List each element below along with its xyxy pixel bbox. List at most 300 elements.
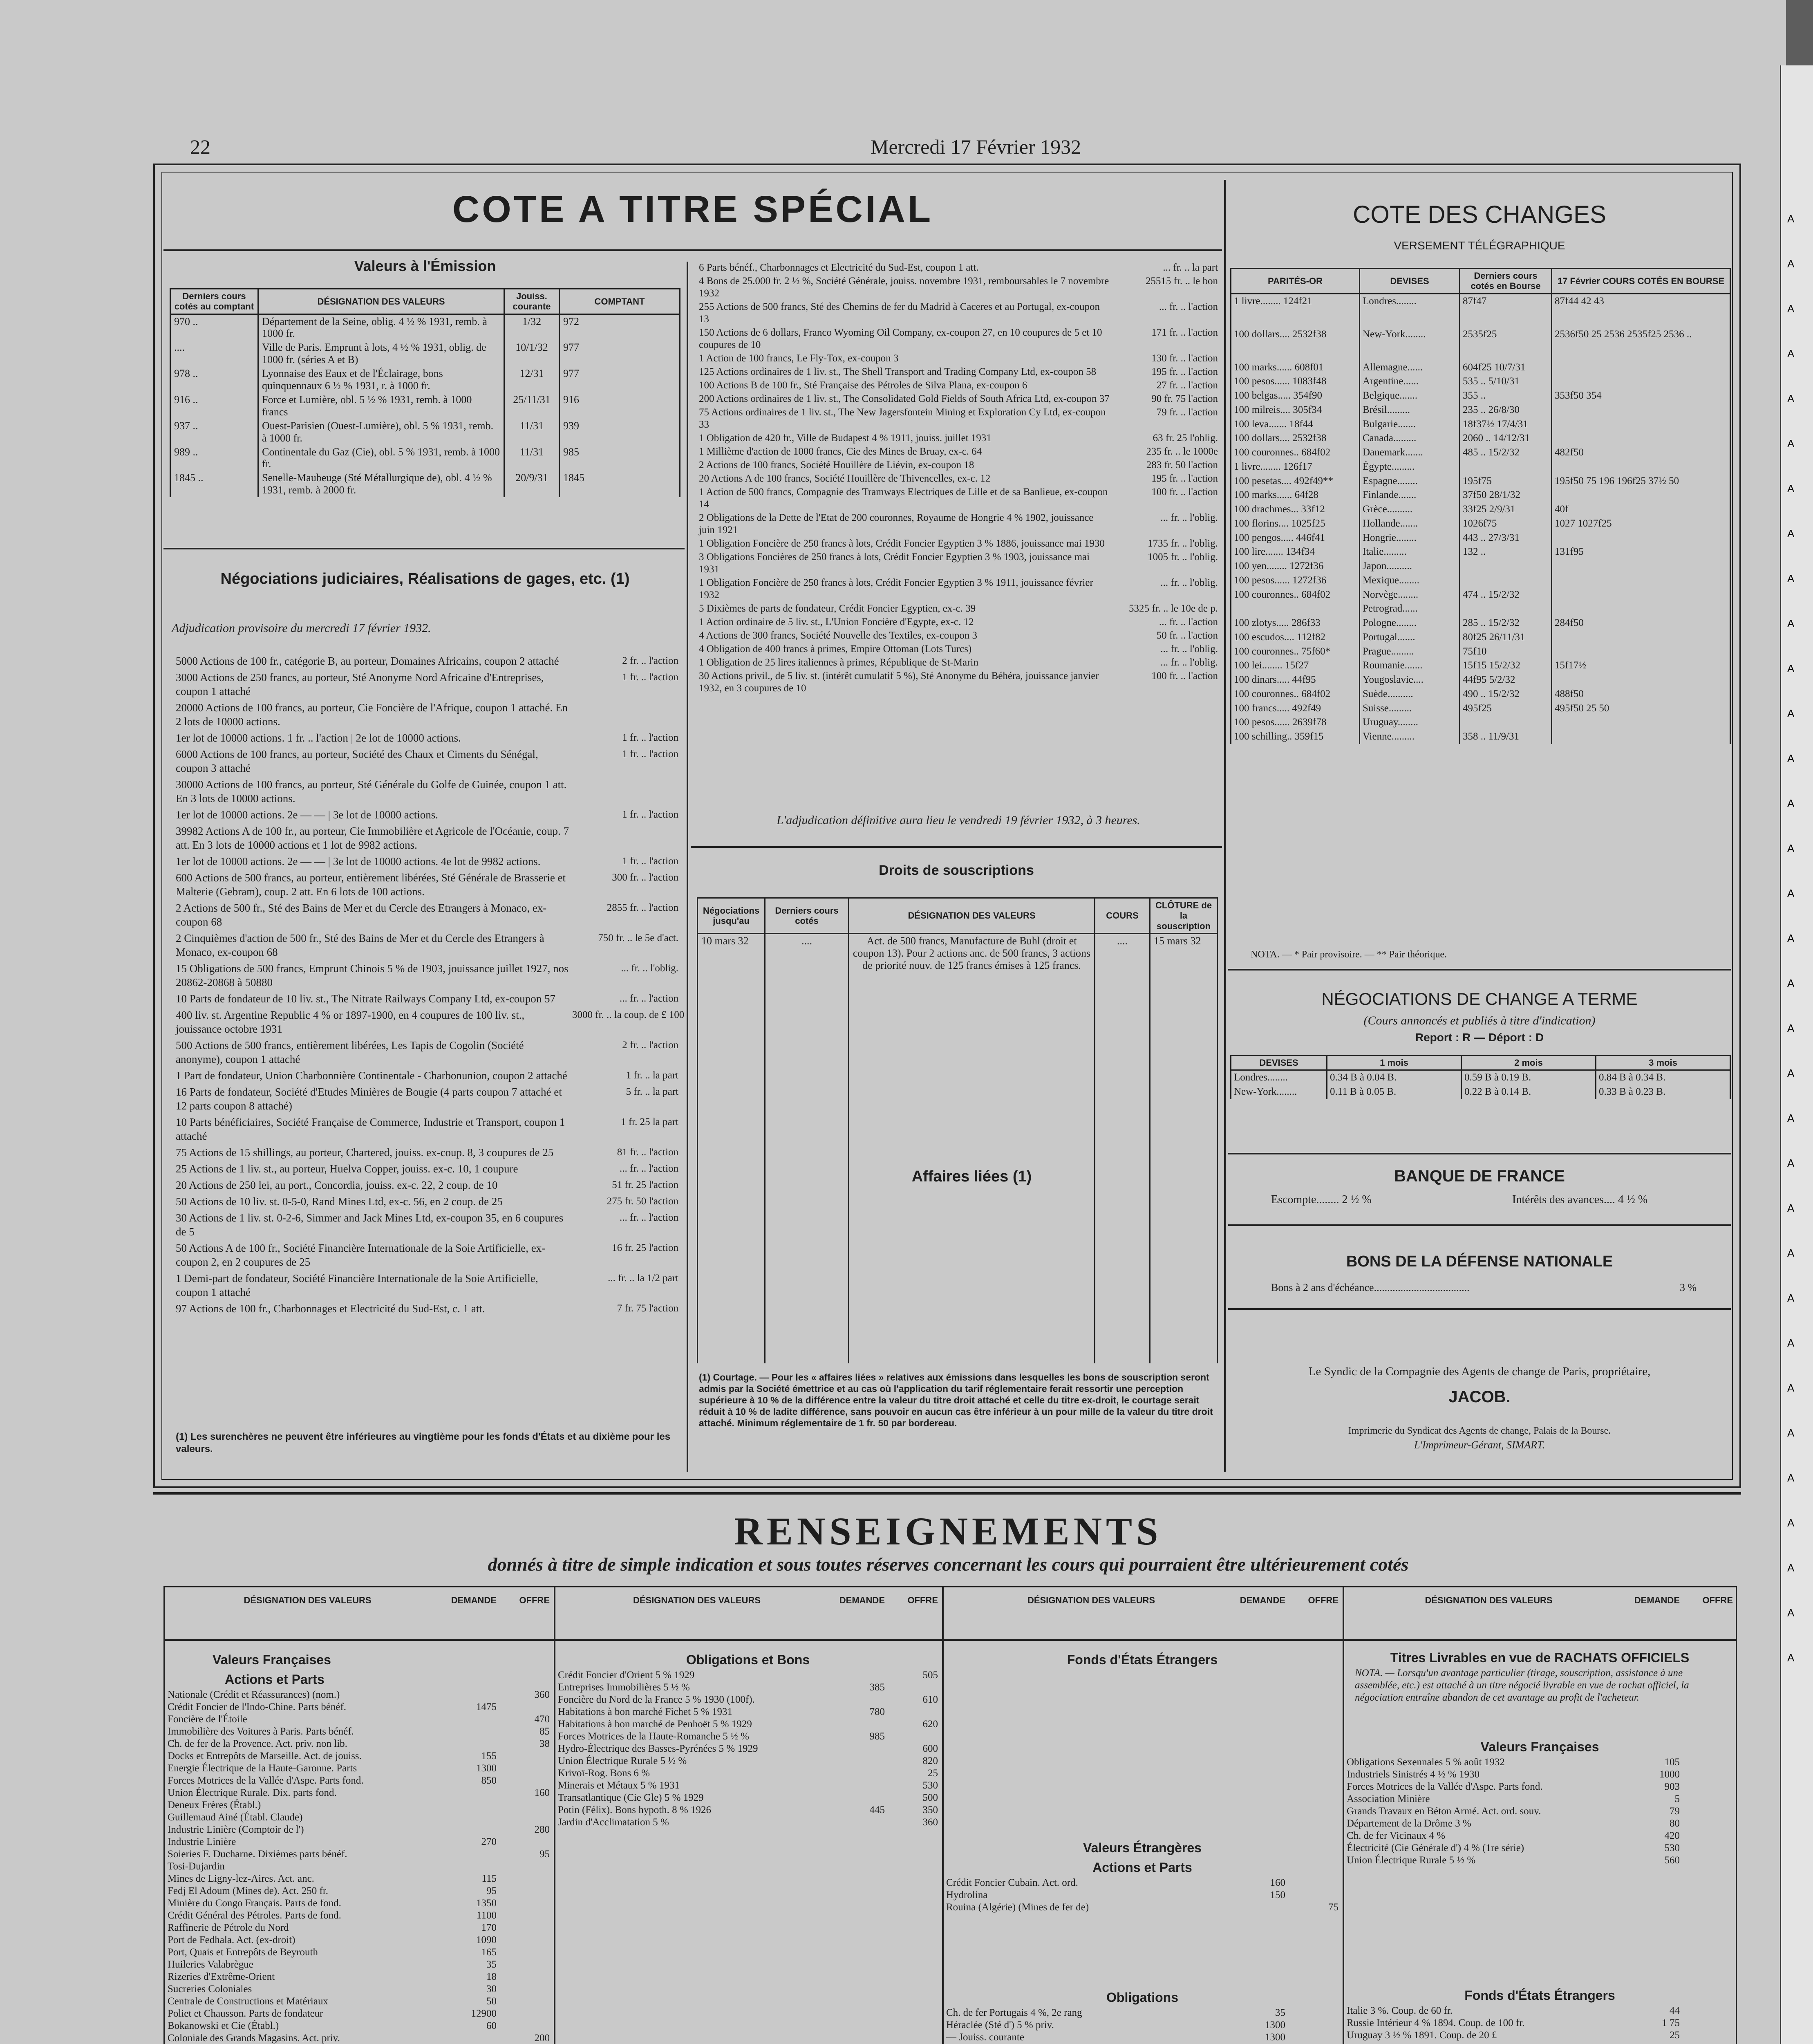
table-row xyxy=(1231,403,1730,417)
cell-demande xyxy=(448,1824,497,1836)
cell-demande: 1475 xyxy=(476,1701,497,1712)
cell: Hongrie........ xyxy=(1360,531,1460,545)
cell: 100 couronnes.. 684f02 xyxy=(1231,446,1360,460)
item-price: 2855 fr. .. l'action xyxy=(607,902,678,913)
adjacent-page-letters xyxy=(1787,196,1808,1750)
cell: Italie......... xyxy=(1360,545,1460,559)
item-price: ... fr. .. l'action xyxy=(619,1212,678,1223)
list-item xyxy=(176,1162,678,1176)
cell-name: Poliet et Chausson. Parts de fondateur xyxy=(168,2008,323,2019)
cell-offre xyxy=(497,1995,550,2008)
list-item xyxy=(176,1178,678,1192)
droits-title: Droits de souscriptions xyxy=(879,863,1034,878)
cell-offre xyxy=(1285,1877,1338,1889)
table-row xyxy=(946,2007,1338,2019)
table-row xyxy=(170,341,680,367)
cell: Prague......... xyxy=(1360,645,1460,659)
cell-name: Industrie Linière (Comptoir de l') xyxy=(168,1824,304,1835)
cell-offre xyxy=(1680,1793,1733,1805)
cell-demande xyxy=(836,1767,885,1780)
escompte: Escompte........ 2 ½ % xyxy=(1271,1193,1372,1206)
cell: Égypte......... xyxy=(1360,460,1460,474)
cell: 1 livre........ 126f17 xyxy=(1231,460,1360,474)
edge-letter: A xyxy=(1787,887,1795,899)
cell-demande: 50 xyxy=(486,1996,497,2007)
cell-demande: 560 xyxy=(1664,1855,1680,1866)
edge-letter: A xyxy=(1787,1112,1795,1124)
table-row xyxy=(170,367,680,393)
cell-name: Rouina (Algérie) (Mines de fer de) xyxy=(946,1902,1089,1913)
rule xyxy=(691,846,1222,848)
table-row xyxy=(168,1922,550,1934)
cell-name: Foncière du Nord de la France 5 % 1930 (100f). xyxy=(558,1694,755,1705)
cell-name: Forces Motrices de la Vallée d'Aspe. Parts fond. xyxy=(168,1775,364,1786)
terme-rd: Report : R — Déport : D xyxy=(1415,1031,1544,1044)
item-price: ... fr. .. la part xyxy=(1163,262,1218,273)
item-price: 5 fr. .. la part xyxy=(626,1086,678,1097)
item-text: 5 Dixièmes de parts de fondateur, Crédit Foncier Egyptien, ex-c. 39 xyxy=(699,603,976,614)
table-row xyxy=(1347,2017,1733,2029)
item-price: 1 fr. .. l'action xyxy=(622,749,678,760)
cell: 1845 .. xyxy=(170,471,258,497)
middle-list xyxy=(699,262,1218,696)
cell-offre xyxy=(497,2008,550,2020)
cell-demande xyxy=(448,2032,497,2044)
cell xyxy=(1460,715,1552,730)
cell-name: Industrie Linière xyxy=(168,1836,236,1847)
list-item xyxy=(699,512,1218,536)
cell-name: Électricité (Cie Générale d') 4 % (1re série) xyxy=(1347,1842,1524,1853)
cell-name: Crédit Général des Pétroles. Parts de fond. xyxy=(168,1910,341,1921)
cell-demande: 530 xyxy=(1664,1842,1680,1853)
edge-letter: A xyxy=(1787,437,1795,450)
cell xyxy=(1552,588,1730,602)
table-row xyxy=(168,1713,550,1726)
cell-name: Crédit Foncier Cubain. Act. ord. xyxy=(946,1877,1078,1888)
cell-offre xyxy=(497,2020,550,2032)
table-row xyxy=(1231,702,1730,716)
cell: Continentale du Gaz (Cie), obl. 5 % 1931, remb. à 1000 fr. xyxy=(258,445,504,471)
cell-demande: 30 xyxy=(486,1983,497,1995)
cell-name: Raffinerie de Pétrole du Nord xyxy=(168,1922,289,1933)
table-row xyxy=(946,1901,1338,1914)
cell: 20/9/31 xyxy=(504,471,560,497)
item-text: 1 Action ordinaire de 5 liv. st., L'Union Foncière d'Egypte, ex-c. 12 xyxy=(699,616,974,628)
negociations-footnote: (1) Les surenchères ne peuvent être inférieures au vingtième pour les fonds d'États et au dixième pour les valeurs. xyxy=(176,1431,671,1455)
col-header: PARITÉS-OR xyxy=(1231,269,1360,294)
cell: 44f95 5/2/32 xyxy=(1460,673,1552,687)
cell: 284f50 xyxy=(1552,616,1730,630)
edge-letter: A xyxy=(1787,258,1795,270)
table-row xyxy=(1231,1085,1730,1099)
edge-letter: A xyxy=(1787,1022,1795,1034)
cell xyxy=(1552,361,1730,375)
cell-offre: 610 xyxy=(922,1694,938,1705)
cell-name: Industriels Sinistrés 4 ½ % 1930 xyxy=(1347,1769,1479,1780)
cell: 100 couronnes.. 684f02 xyxy=(1231,588,1360,602)
table-row xyxy=(1231,673,1730,687)
cell-offre xyxy=(497,1873,550,1885)
affaires-liees: Affaires liées (1) xyxy=(911,1168,1032,1185)
cell: 80f25 26/11/31 xyxy=(1460,630,1552,645)
cell-demande xyxy=(448,1848,497,1860)
edge-letter: A xyxy=(1787,617,1795,630)
table-row xyxy=(168,1873,550,1885)
cell: 970 .. xyxy=(170,314,258,341)
cell: .... xyxy=(170,341,258,367)
cell: 1/32 xyxy=(504,314,560,341)
cell-offre: 38 xyxy=(539,1738,550,1749)
table-row xyxy=(1347,1781,1733,1793)
cell-demande xyxy=(448,1713,497,1726)
item-text: 1 Action de 100 francs, Le Fly-Tox, ex-coupon 3 xyxy=(699,353,899,364)
table-row xyxy=(558,1743,938,1755)
cell: .... xyxy=(765,933,849,1363)
cell xyxy=(1231,602,1360,616)
col-header: DEVISES xyxy=(1231,1056,1327,1070)
cell-name: Union Électrique Rurale 5 ½ % xyxy=(558,1755,687,1766)
list-item xyxy=(699,577,1218,601)
cell-name: Obligations Sexennales 5 % août 1932 xyxy=(1347,1757,1505,1768)
item-text: 1 Obligation de 25 lires italiennes à primes, République de St-Marin xyxy=(699,657,978,668)
cell-demande: 1300 xyxy=(1265,2019,1285,2031)
cell-demande xyxy=(448,1811,497,1824)
table-row xyxy=(558,1669,938,1681)
item-price: 171 fr. .. l'action xyxy=(1151,327,1218,338)
cell-name: Forces Motrices de la Vallée d'Aspe. Parts fond. xyxy=(1347,1781,1543,1792)
list-item xyxy=(699,432,1218,444)
cell: 11/31 xyxy=(504,419,560,445)
item-text: 39982 Actions A de 100 fr., au porteur, Cie Immobilière et Agricole de l'Océanie, coup. 7 att. En 3 lots de 10000 actions et 1 lot de 9982 actions. xyxy=(176,825,569,851)
table-row xyxy=(168,1726,550,1738)
cell-name: Uruguay 3 ½ % 1891. Coup. de 20 £ xyxy=(1347,2030,1497,2041)
list-item xyxy=(699,657,1218,669)
cell: Bulgarie....... xyxy=(1360,417,1460,432)
cell: 100 couronnes.. 75f60* xyxy=(1231,645,1360,659)
cell-offre xyxy=(1285,2031,1338,2044)
col-header: Négociations jusqu'au xyxy=(698,898,765,934)
cell: Mexique........ xyxy=(1360,574,1460,588)
item-text: 2 Actions de 100 francs, Société Houillère de Liévin, ex-coupon 18 xyxy=(699,459,974,471)
table-row xyxy=(558,1730,938,1743)
cell-demande xyxy=(836,1718,885,1730)
header-offre: OFFRE xyxy=(907,1595,938,1605)
table-row xyxy=(168,1775,550,1787)
item-price: ... fr. .. la 1/2 part xyxy=(608,1273,678,1284)
cell-offre xyxy=(497,1910,550,1922)
cell: Portugal....... xyxy=(1360,630,1460,645)
list-item xyxy=(176,808,678,822)
cell: 100 marks...... 64f28 xyxy=(1231,488,1360,502)
edge-letter: A xyxy=(1787,1067,1795,1079)
cell-name: Minière du Congo Français. Parts de fond. xyxy=(168,1898,341,1909)
cell-name: Transatlantique (Cie Gle) 5 % 1929 xyxy=(558,1792,704,1803)
cell: 100 milreis.... 305f34 xyxy=(1231,403,1360,417)
cell xyxy=(1460,602,1552,616)
cell xyxy=(1552,673,1730,687)
cell: Londres........ xyxy=(1360,294,1460,327)
item-price: 1005 fr. .. l'oblig. xyxy=(1148,551,1218,563)
edge-letter: A xyxy=(1787,527,1795,540)
cell: 977 xyxy=(560,367,680,393)
item-text: 5000 Actions de 100 fr., catégorie B, au porteur, Domaines Africains, coupon 2 attaché xyxy=(176,655,559,667)
changes-subtitle: VERSEMENT TÉLÉGRAPHIQUE xyxy=(1394,239,1565,252)
cell: 10 mars 32 xyxy=(698,933,765,1363)
table-row xyxy=(1347,1842,1733,1854)
table-row xyxy=(946,1889,1338,1901)
cell: 939 xyxy=(560,419,680,445)
table-row xyxy=(168,1934,550,1946)
cell: 100 lire....... 134f34 xyxy=(1231,545,1360,559)
table-row xyxy=(946,2031,1338,2044)
list-item xyxy=(176,670,678,698)
table-row xyxy=(558,1681,938,1694)
item-text: 1 Obligation Foncière de 250 francs à lots, Crédit Foncier Egyptien 3 % 1911, jouissance février 1932 xyxy=(699,577,1093,601)
cell-offre xyxy=(497,1897,550,1910)
edge-letter: A xyxy=(1787,1157,1795,1169)
table-row xyxy=(1231,502,1730,517)
table-row xyxy=(168,1701,550,1713)
cell: 2536f50 25 2536 2535f25 2536 .. xyxy=(1552,327,1730,361)
item-text: 150 Actions de 6 dollars, Franco Wyoming Oil Company, ex-coupon 27, en 10 coupures de 5 et 10 coupures de 10 xyxy=(699,327,1102,350)
table-row xyxy=(168,1799,550,1811)
cell-offre: 75 xyxy=(1328,1902,1338,1913)
cell: 37f50 28/1/32 xyxy=(1460,488,1552,502)
terme-title: NÉGOCIATIONS DE CHANGE A TERME xyxy=(1321,989,1638,1009)
edge-letter: A xyxy=(1787,797,1795,809)
list-item xyxy=(176,731,678,745)
table-row xyxy=(168,1860,550,1873)
cell: 87f47 xyxy=(1460,294,1552,327)
table-row xyxy=(1231,474,1730,489)
cell-name: Ch. de fer Vicinaux 4 % xyxy=(1347,1830,1446,1841)
cell: 100 dollars.... 2532f38 xyxy=(1231,327,1360,361)
cell-offre xyxy=(1680,1854,1733,1867)
edge-letter: A xyxy=(1787,1517,1795,1529)
cell-offre xyxy=(885,1730,938,1743)
cell-name: Russie Intérieur 4 % 1894. Coup. de 100 fr. xyxy=(1347,2017,1525,2028)
cell-offre: 530 xyxy=(922,1780,938,1791)
table-row xyxy=(1231,645,1730,659)
edge-letter: A xyxy=(1787,1652,1795,1664)
edge-letter: A xyxy=(1787,572,1795,585)
cell-name: Port, Quais et Entrepôts de Beyrouth xyxy=(168,1947,318,1958)
cell-offre xyxy=(497,1934,550,1946)
table-row xyxy=(168,1689,550,1701)
col-header: COMPTANT xyxy=(560,289,680,314)
cell: Canada......... xyxy=(1360,431,1460,446)
cell-name: Crédit Foncier d'Orient 5 % 1929 xyxy=(558,1670,695,1681)
cell: 100 couronnes.. 684f02 xyxy=(1231,687,1360,702)
cell: 87f44 42 43 xyxy=(1552,294,1730,327)
item-text: 6 Parts bénéf., Charbonnages et Electricité du Sud-Est, coupon 1 att. xyxy=(699,262,979,273)
list-item xyxy=(176,778,678,805)
cell-name: Département de la Drôme 3 % xyxy=(1347,1818,1471,1829)
list-item xyxy=(176,1069,678,1083)
cell: 1026f75 xyxy=(1460,517,1552,531)
item-text: 3000 Actions de 250 francs, au porteur, Sté Anonyme Nord Africaine d'Entreprises, coupon 1 attaché xyxy=(176,671,544,697)
table-row xyxy=(1231,517,1730,531)
item-price: 90 fr. 75 l'action xyxy=(1151,393,1218,404)
item-price: 7 fr. 75 l'action xyxy=(617,1303,678,1314)
edge-letter: A xyxy=(1787,1427,1795,1439)
cell: 100 zlotys..... 286f33 xyxy=(1231,616,1360,630)
cell-name: Port de Fedhala. Act. (ex-droit) xyxy=(168,1934,295,1945)
item-text: 1 Part de fondateur, Union Charbonnière Continentale - Charbonunion, coupon 2 attaché xyxy=(176,1069,567,1082)
cell-name: Coloniale des Grands Magasins. Act. priv. xyxy=(168,2033,340,2044)
list-item xyxy=(699,327,1218,351)
header-offre: OFFRE xyxy=(519,1595,550,1605)
item-text: 1 Action de 500 francs, Compagnie des Tramways Electriques de Lille et de sa Banlieue, ex-coupon 14 xyxy=(699,486,1108,510)
list-item xyxy=(699,630,1218,642)
list-item xyxy=(176,1145,678,1159)
table-row xyxy=(1347,1818,1733,1830)
adjacent-page-edge xyxy=(1780,65,1813,2044)
cell: 2535f25 xyxy=(1460,327,1552,361)
col-header: DÉSIGNATION DES VALEURS xyxy=(849,898,1095,934)
list-item xyxy=(176,871,678,899)
cell-offre: 620 xyxy=(922,1719,938,1730)
list-item xyxy=(176,1302,678,1316)
renseignements-subtitle: donnés à titre de simple indication et sous toutes réserves concernant les cours qui pourraient être ultérieurement cotés xyxy=(488,1554,1409,1575)
emission-title: Valeurs à l'Émission xyxy=(354,258,496,274)
cell-demande: 850 xyxy=(481,1775,497,1786)
page-date: Mercredi 17 Février 1932 xyxy=(871,135,1081,158)
cell: Uruguay........ xyxy=(1360,715,1460,730)
item-price xyxy=(572,778,678,805)
cell: 100 pesos...... 1083f48 xyxy=(1231,374,1360,389)
table-row xyxy=(698,933,1218,1363)
item-price: 750 fr. .. le 5e d'act. xyxy=(598,932,678,944)
list-item xyxy=(699,446,1218,458)
cell: 1 livre........ 124f21 xyxy=(1231,294,1360,327)
table-row xyxy=(168,1848,550,1860)
cell: 11/31 xyxy=(504,445,560,471)
cell-offre xyxy=(497,1750,550,1762)
table-row xyxy=(168,1787,550,1799)
edge-letter: A xyxy=(1787,707,1795,719)
cell: 916 .. xyxy=(170,393,258,419)
section-title: Obligations et Bons xyxy=(686,1652,810,1667)
header-designation: DÉSIGNATION DES VALEURS xyxy=(1027,1595,1155,1605)
cell-name: Immobilière des Voitures à Paris. Parts bénéf. xyxy=(168,1726,354,1737)
edge-letter: A xyxy=(1787,977,1795,989)
list-item xyxy=(699,616,1218,628)
cell-demande xyxy=(448,1726,497,1738)
cell: 490 .. 15/2/32 xyxy=(1460,687,1552,702)
cell-name: Hydro-Électrique des Basses-Pyrénées 5 % 1929 xyxy=(558,1743,758,1754)
cell-name: Grands Travaux en Béton Armé. Act. ord. souv. xyxy=(1347,1806,1541,1817)
cell: 100 dollars.... 2532f38 xyxy=(1231,431,1360,446)
cell-name: Deneux Frères (Établ.) xyxy=(168,1800,261,1811)
cell: 535 .. 5/10/31 xyxy=(1460,374,1552,389)
cell xyxy=(1552,531,1730,545)
table-row xyxy=(1231,389,1730,403)
cell: 0.33 B à 0.23 B. xyxy=(1596,1085,1730,1099)
edge-letter: A xyxy=(1787,1607,1795,1619)
list-item xyxy=(176,1115,678,1143)
list-item xyxy=(699,643,1218,655)
cell: 604f25 10/7/31 xyxy=(1460,361,1552,375)
col-header: 2 mois xyxy=(1462,1056,1596,1070)
table-row xyxy=(558,1706,938,1718)
cell-demande: 44 xyxy=(1670,2005,1680,2016)
table-row xyxy=(1347,1854,1733,1867)
cell-name: Ch. de fer Portugais 4 %, 2e rang xyxy=(946,2007,1082,2018)
cell: 485 .. 15/2/32 xyxy=(1460,446,1552,460)
item-price: ... fr. .. l'oblig. xyxy=(1160,512,1218,523)
list-item xyxy=(699,352,1218,365)
renseignements-col1 xyxy=(168,1594,550,2044)
cell: 100 schilling.. 359f15 xyxy=(1231,730,1360,744)
item-price: ... fr. .. l'oblig. xyxy=(1160,577,1218,588)
table-row xyxy=(1231,730,1730,744)
table-row xyxy=(558,1804,938,1816)
cell-name: Huileries Valabrègue xyxy=(168,1959,253,1970)
cell-offre: 470 xyxy=(534,1714,550,1725)
divider-right xyxy=(1224,180,1226,1472)
cell-name: Centrale de Constructions et Matériaux xyxy=(168,1996,328,2007)
item-price: 2 fr. .. l'action xyxy=(622,1040,678,1051)
item-text: 400 liv. st. Argentine Republic 4 % or 1897-1900, en 4 coupures de 100 liv. st., jouissance octobre 1931 xyxy=(176,1009,525,1035)
cell-offre xyxy=(1680,2005,1733,2017)
cell: 0.22 B à 0.14 B. xyxy=(1462,1085,1596,1099)
cell-demande: 115 xyxy=(481,1873,497,1884)
cell-offre: 160 xyxy=(534,1787,550,1798)
cell: 977 xyxy=(560,341,680,367)
table-row xyxy=(1347,1793,1733,1805)
section-title: Titres Livrables en vue de RACHATS OFFICIELS xyxy=(1390,1650,1690,1665)
bons-title: BONS DE LA DÉFENSE NATIONALE xyxy=(1346,1253,1613,1270)
list-item xyxy=(699,393,1218,405)
table-row xyxy=(558,1816,938,1829)
cell xyxy=(1552,403,1730,417)
cell-name: Potin (Félix). Bons hypoth. 8 % 1926 xyxy=(558,1804,712,1815)
cell: .... xyxy=(1095,933,1150,1363)
cell xyxy=(1460,460,1552,474)
item-text: 3 Obligations Foncières de 250 francs à lots, Crédit Foncier Egyptien 3 % 1903, jouissance mai 1931 xyxy=(699,551,1090,575)
avances: Intérêts des avances.... 4 ½ % xyxy=(1512,1193,1648,1206)
item-price: 300 fr. .. l'action xyxy=(612,872,678,883)
header-designation: DÉSIGNATION DES VALEURS xyxy=(244,1595,372,1605)
section-title: Fonds d'États Étrangers xyxy=(1464,1988,1615,2003)
cell-offre: 95 xyxy=(539,1849,550,1860)
table-row xyxy=(168,1983,550,1995)
table-row xyxy=(1347,2005,1733,2017)
edge-letter: A xyxy=(1787,932,1795,944)
cell-demande: 1 75 xyxy=(1662,2017,1680,2028)
item-price: 81 fr. .. l'action xyxy=(617,1147,678,1158)
cell: 358 .. 11/9/31 xyxy=(1460,730,1552,744)
cell-name: Entreprises Immobilières 5 ½ % xyxy=(558,1682,690,1693)
cell: Espagne........ xyxy=(1360,474,1460,489)
table-row xyxy=(946,2019,1338,2031)
table-row xyxy=(1347,1756,1733,1768)
cell-offre xyxy=(1680,2029,1733,2042)
emission-table xyxy=(170,288,680,497)
cell: Brésil......... xyxy=(1360,403,1460,417)
table-row xyxy=(1231,531,1730,545)
cell-name: Foncière de l'Étoile xyxy=(168,1714,247,1725)
item-text: 1 Obligation Foncière de 250 francs à lots, Crédit Foncier Egyptien 3 % 1886, jouissance mai 1930 xyxy=(699,538,1105,549)
cell: 235 .. 26/8/30 xyxy=(1460,403,1552,417)
table-row xyxy=(168,1897,550,1910)
cell-name: Nationale (Crédit et Réassurances) (nom.) xyxy=(168,1689,340,1700)
negociations-title: Négociations judiciaires, Réalisations de gages, etc. (1) xyxy=(220,570,630,587)
cell: 100 francs..... 492f49 xyxy=(1231,702,1360,716)
table-row xyxy=(1347,2029,1733,2042)
cell: 482f50 xyxy=(1552,446,1730,460)
